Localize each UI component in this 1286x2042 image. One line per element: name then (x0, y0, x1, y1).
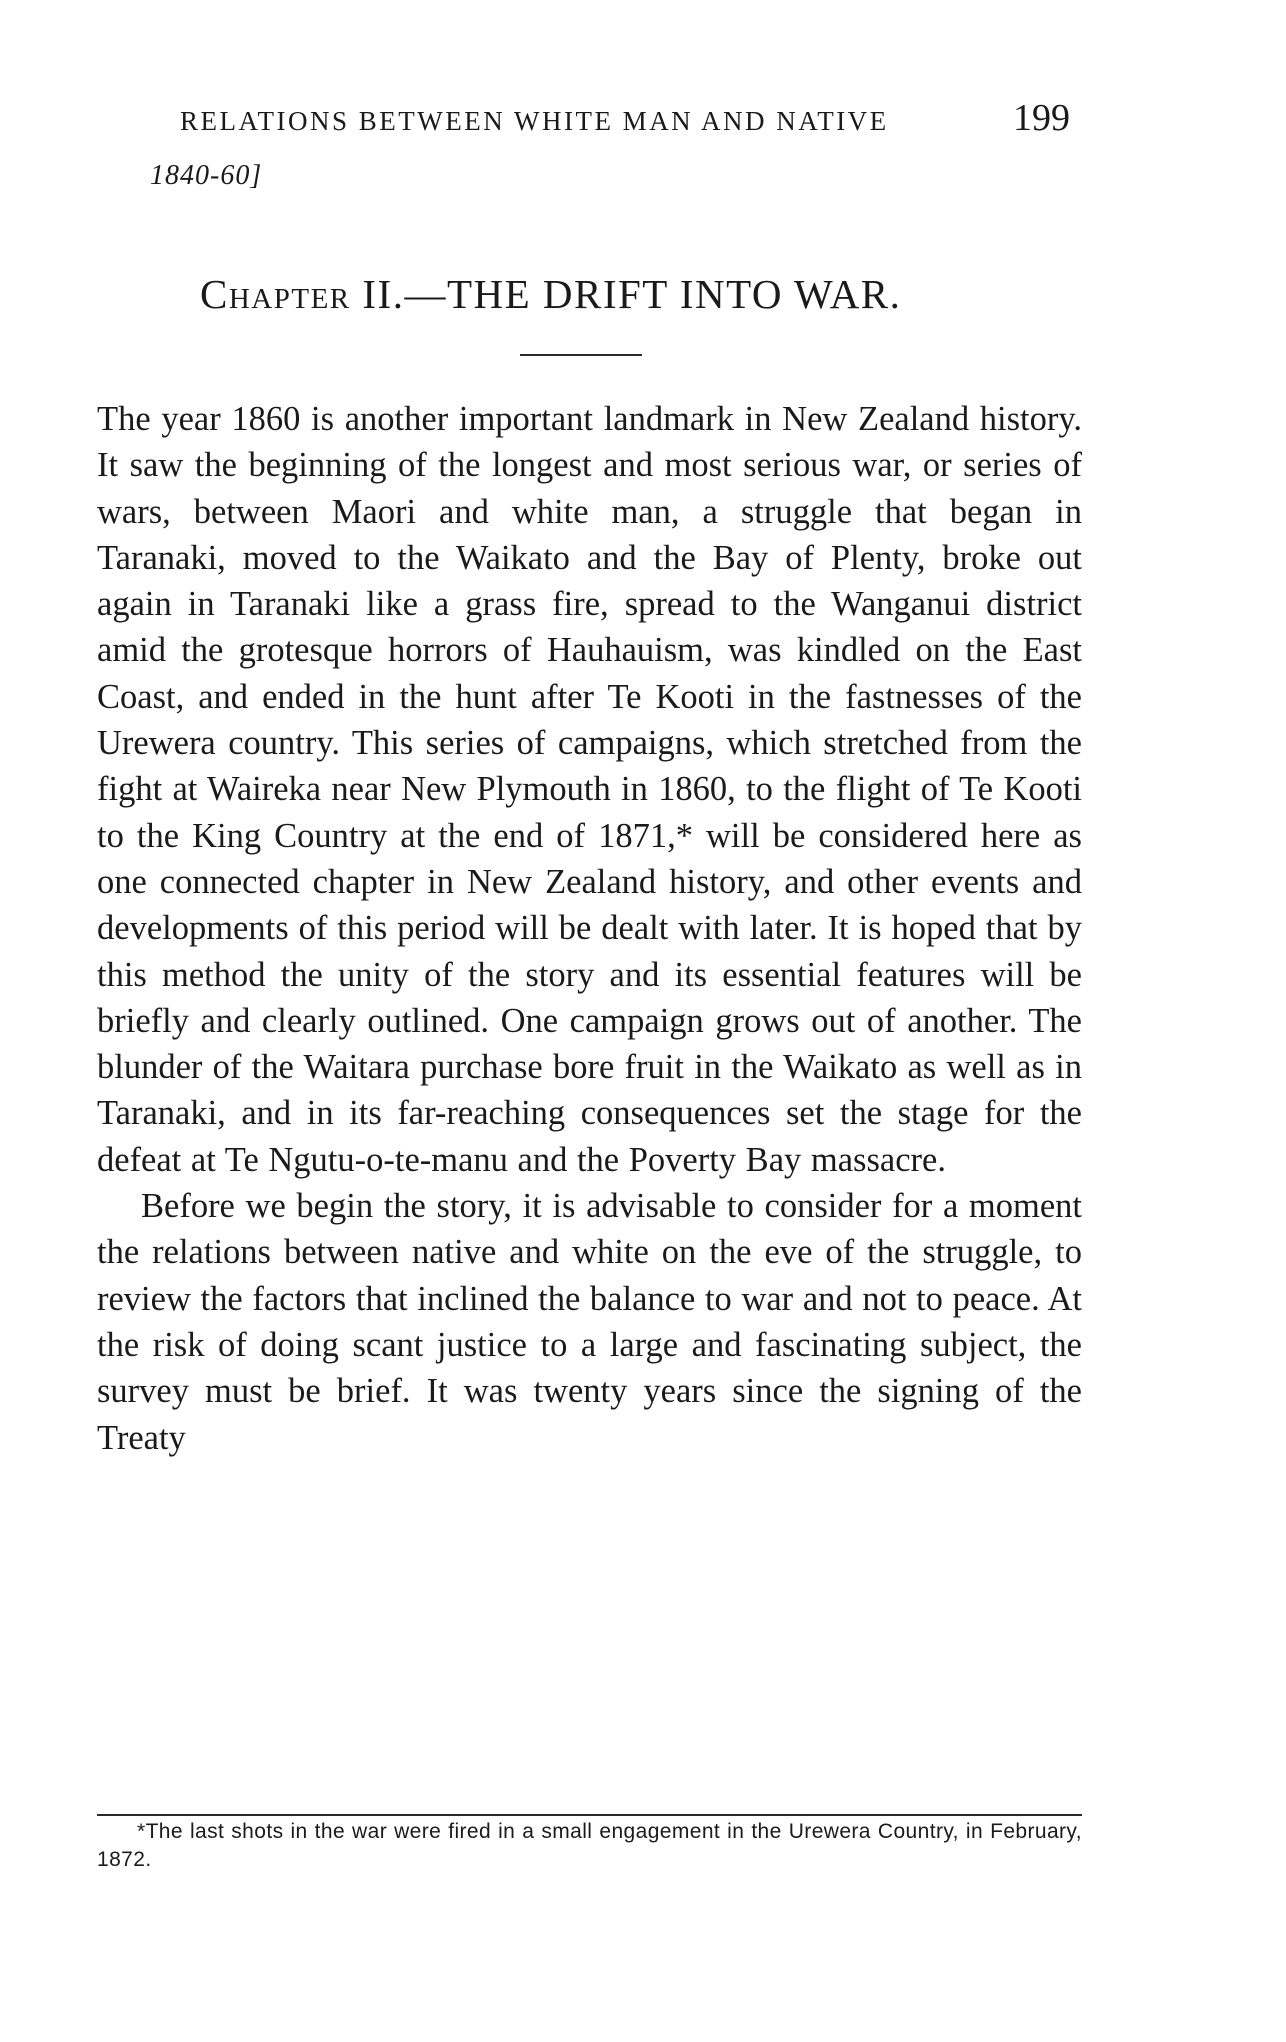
footnote-divider (97, 1814, 1082, 1816)
footnote (97, 1818, 1082, 1874)
paragraph: Before we begin the story, it is advisable to consider for a moment the relations between native and white on the eve of the struggle, to review the factors that inclined the balance to war and not to peace. At the risk of doing scant justice to a large and fascinating subject, the survey must be brief. It was twenty years since the signing of the Treaty (97, 1187, 1082, 1457)
paragraph: The year 1860 is another important landmark in New Zealand history. It saw the beginning of the longest and most serious war, or series of wars, between Maori and white man, a struggle that began in Taranaki, moved to the Waikato and the Bay of Plenty, broke out again in Taranaki like a grass fire, spread to the Wanganui district amid the grotesque horrors of Hauhauism, was kindled on the East Coast, and ended in the hunt after Te Kooti in the fastnesses of the Urewera country. This series of campaigns, which stretched from the fight at Waireka near New Plymouth in 1860, to the flight of Te Kooti to the King Country at the end of 1871,* will be considered here as one connected chapter in New Zealand history, and other events and developments of this period will be dealt with later. It is hoped that by this method the unity of the story and its essential features will be briefly and clearly outlined. One campaign grows out of another. The blunder of the Waitara purchase bore fruit in the Waikato as well as in Taranaki, and in its far-reaching consequences set the stage for the defeat at Te Ngutu-o-te-manu and the Poverty Bay massacre. (97, 400, 1082, 1179)
footnote-text: *The last shots in the war were fired in a small engagement in the Urewera Country, in February, 1872. (97, 1820, 1082, 1871)
running-title: RELATIONS BETWEEN WHITE MAN AND NATIVE (180, 106, 889, 136)
running-head (168, 96, 1070, 146)
chapter-title: —THE DRIFT INTO WAR. (404, 271, 902, 317)
heading-divider (520, 354, 642, 356)
chapter-label: Chapter II. (200, 271, 405, 317)
body-text (97, 396, 1082, 1461)
page-number: 199 (1013, 97, 1070, 139)
date-range: 1840-60] (150, 160, 263, 191)
chapter-heading (200, 270, 980, 318)
